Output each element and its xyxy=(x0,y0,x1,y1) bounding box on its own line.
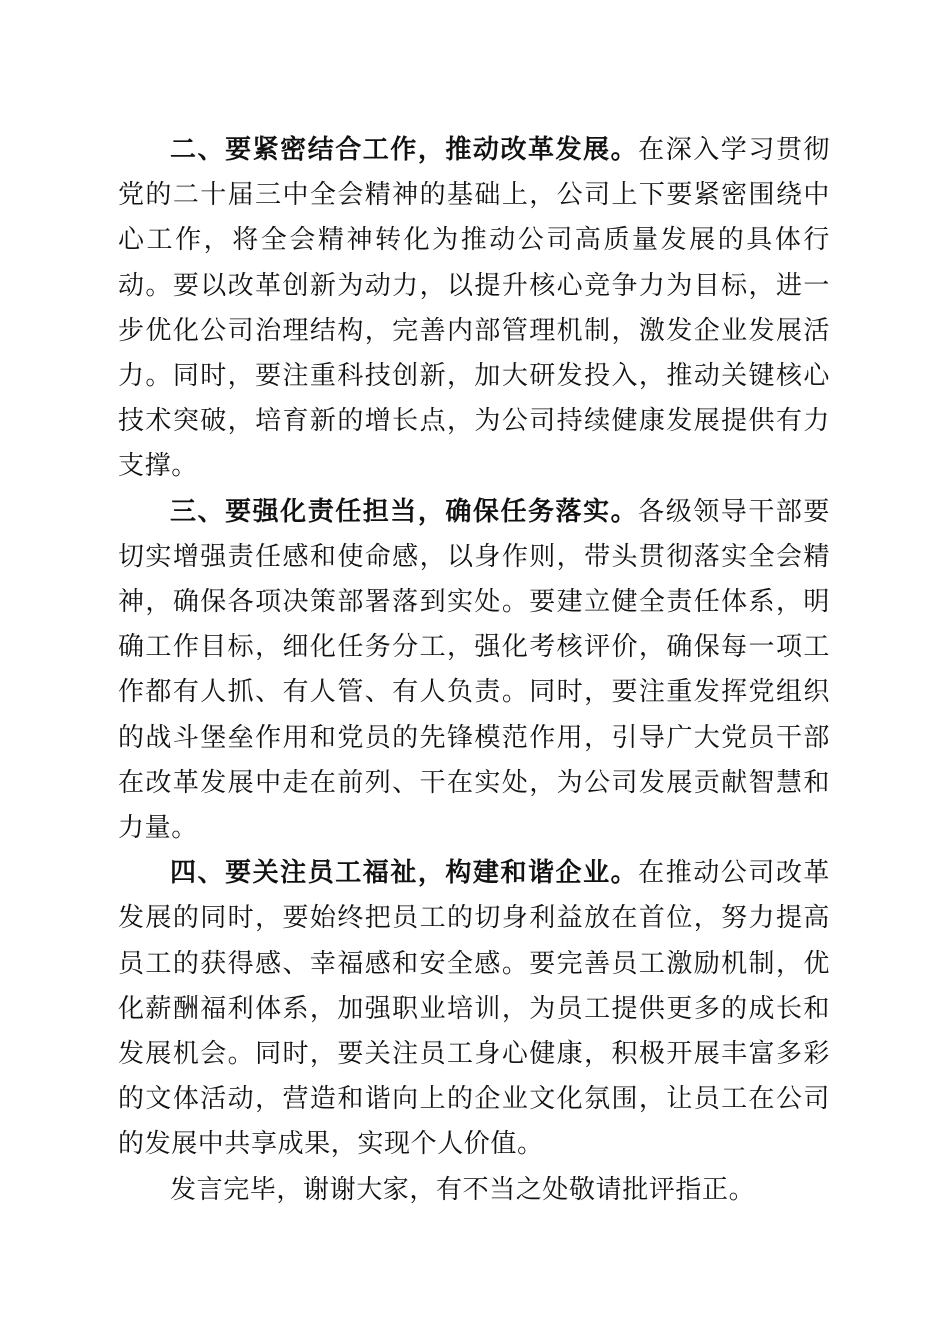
section-2-text: 在深入学习贯彻党的二十届三中全会精神的基础上，公司上下要紧密围绕中心工作，将全会精神转化为推动公司高质量发展的具体行动。要以改革创新为动力，以提升核心竞争力为目标，进一步优化公司治理结构，完善内部管理机制，激发企业发展活力。同时，要注重科技创新，加大研发投入，推动关键核心技术突破，培育新的增长点，为公司持续健康发展提供有力支撑。 xyxy=(118,135,831,482)
paragraph-section-2 xyxy=(118,128,830,490)
section-2-heading: 二、要紧密结合工作，推动改革发展。 xyxy=(170,135,639,165)
document-body xyxy=(118,128,830,1213)
section-4-text: 在推动公司改革发展的同时，要始终把员工的切身利益放在首位，努力提高员工的获得感、幸福感和安全感。要完善员工激励机制，优化薪酬福利体系，加强职业培训，为员工提供更多的成长和发展机会。同时，要关注员工身心健康，积极开展丰富多彩的文体活动，营造和谐向上的企业文化氛围，让员工在公司的发展中共享成果，实现个人价值。 xyxy=(118,858,831,1160)
section-3-heading: 三、要强化责任担当，确保任务落实。 xyxy=(170,496,639,527)
section-3-text: 各级领导干部要切实增强责任感和使命感，以身作则，带头贯彻落实全会精神，确保各项决策部署落到实处。要建立健全责任体系，明确工作目标，细化任务分工，强化考核评价，确保每一项工作都有人抓、有人管、有人负责。同时，要注重发挥党组织的战斗堡垒作用和党员的先锋模范作用，引导广大党员干部在改革发展中走在前列、干在实处，为公司发展贡献智慧和力量。 xyxy=(118,496,831,844)
closing-remark: 发言完毕，谢谢大家，有不当之处敬请批评指正。 xyxy=(170,1174,756,1205)
section-4-heading: 四、要关注员工福祉，构建和谐企业。 xyxy=(170,858,639,889)
paragraph-section-3 xyxy=(118,490,830,852)
paragraph-section-4 xyxy=(118,851,830,1167)
